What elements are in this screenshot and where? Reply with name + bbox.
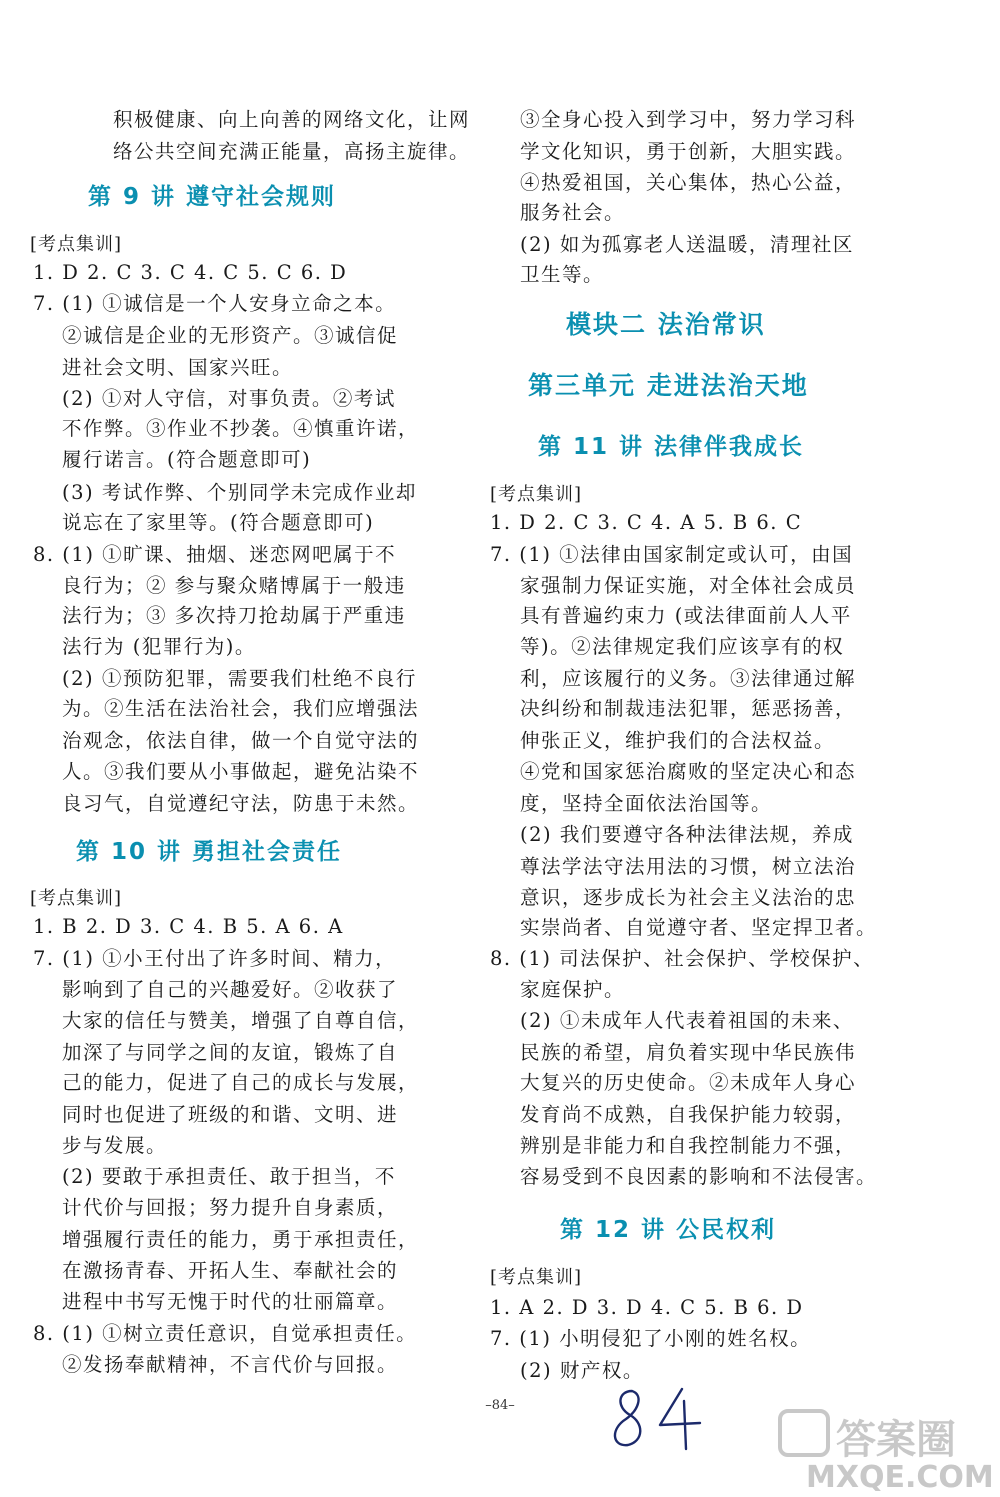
answer-line: ②发扬奉献精神，不言代价与回报。 [62, 1353, 399, 1376]
section-label: [考点集训] [490, 1267, 583, 1288]
answer-line: 良习气，自觉遵纪守法，防患于未然。 [62, 792, 420, 815]
intro-line: ③全身心投入到学习中，努力学习科 [520, 108, 857, 131]
answer-key: 1. D 2. C 3. C 4. C 5. C 6. D [33, 261, 348, 284]
intro-line: 络公共空间充满正能量，高扬主旋律。 [113, 140, 471, 163]
answer-line: 为。②生活在法治社会，我们应增强法 [62, 697, 420, 720]
answer-line: 在激扬青春、开拓人生、奉献社会的 [62, 1259, 399, 1282]
lecture-9-heading: 第 9 讲 遵守社会规则 [88, 184, 337, 210]
answer-line: 家强制力保证实施，对全体社会成员 [520, 574, 857, 597]
answer-line: 意识，逐步成长为社会主义法治的忠 [520, 886, 857, 909]
intro-line: (2) 如为孤寡老人送温暖，清理社区 [520, 233, 854, 256]
answer-line: 己的能力，促进了自己的成长与发展， [62, 1071, 420, 1094]
section-label: [考点集训] [30, 234, 123, 255]
intro-line: 积极健康、向上向善的网络文化，让网 [113, 108, 471, 131]
module-heading: 模块二 法治常识 [566, 310, 766, 339]
answer-line: 8. (1) 司法保护、社会保护、学校保护、 [490, 947, 875, 970]
answer-line: 大家的信任与赞美，增强了自尊自信， [62, 1009, 420, 1032]
answer-line: 8. (1) ①旷课、抽烟、迷恋网吧属于不 [33, 543, 397, 566]
answer-line: (3) 考试作弊、个别同学未完成作业却 [62, 481, 417, 504]
answer-line: 实崇尚者、自觉遵守者、坚定捍卫者。 [520, 916, 878, 939]
answer-line: 发育尚不成熟，自我保护能力较弱， [520, 1103, 857, 1126]
answer-line: 7. (1) 小明侵犯了小刚的姓名权。 [490, 1327, 812, 1350]
answer-line: 7. (1) ①小王付出了许多时间、精力， [33, 947, 397, 970]
answer-line: (2) 我们要遵守各种法律法规，养成 [520, 823, 854, 846]
answer-line: 等)。②法律规定我们应该享有的权 [520, 635, 845, 658]
answer-line: 计代价与回报；努力提升自身素质， [62, 1196, 399, 1219]
section-label: [考点集训] [30, 888, 123, 909]
answer-line: 治观念，依法自律，做一个自觉守法的 [62, 729, 420, 752]
answer-line: ④党和国家惩治腐败的坚定决心和态 [520, 760, 857, 783]
answer-line: 影响到了自己的兴趣爱好。②收获了 [62, 978, 399, 1001]
handwritten-page-number [604, 1385, 714, 1455]
intro-line: 学文化知识，勇于创新，大胆实践。 [520, 140, 857, 163]
answer-line: 不作弊。③作业不抄袭。④慎重许诺， [62, 417, 420, 440]
answer-line: 民族的希望，肩负着实现中华民族伟 [520, 1041, 857, 1064]
lecture-12-heading: 第 12 讲 公民权利 [560, 1217, 777, 1243]
intro-line: ④热爱祖国，关心集体，热心公益， [520, 171, 857, 194]
watermark-logo [776, 1407, 994, 1491]
answer-line: 大复兴的历史使命。②未成年人身心 [520, 1071, 857, 1094]
answer-line: 8. (1) ①树立责任意识，自觉承担责任。 [33, 1322, 418, 1345]
answer-line: 容易受到不良因素的影响和不法侵害。 [520, 1165, 878, 1188]
answer-line: 具有普遍约束力 (或法律面前人人平 [520, 604, 852, 627]
answer-line: 加深了与同学之间的友谊，锻炼了自 [62, 1041, 399, 1064]
unit-heading: 第三单元 走进法治天地 [528, 371, 809, 400]
answer-key: 1. A 2. D 3. D 4. C 5. B 6. D [490, 1296, 804, 1319]
answer-line: 家庭保护。 [520, 978, 626, 1001]
answer-line: 7. (1) ①诚信是一个人安身立命之本。 [33, 292, 397, 315]
answer-line: ②诚信是企业的无形资产。③诚信促 [62, 324, 399, 347]
answer-line: 人。③我们要从小事做起，避免沾染不 [62, 760, 420, 783]
intro-line: 卫生等。 [520, 263, 605, 286]
answer-line: 良行为；② 参与聚众赌博属于一般违 [62, 574, 406, 597]
answer-line: (2) ①对人守信，对事负责。②考试 [62, 387, 396, 410]
answer-line: (2) 要敢于承担责任、敢于担当，不 [62, 1165, 396, 1188]
answer-line: 决纠纷和制裁违法犯罪，惩恶扬善， [520, 697, 857, 720]
answer-line: 进程中书写无愧于时代的壮丽篇章。 [62, 1290, 399, 1313]
answer-line: 法行为 (犯罪行为)。 [62, 635, 256, 658]
answer-line: 伸张正义，维护我们的合法权益。 [520, 729, 836, 752]
answer-line: 尊法学法守法用法的习惯，树立法治 [520, 855, 857, 878]
answer-line: 增强履行责任的能力，勇于承担责任， [62, 1228, 420, 1251]
page-number: –84– [485, 1398, 515, 1413]
answer-line: 法行为；③ 多次持刀抢劫属于严重违 [62, 604, 406, 627]
answer-line: 利，应该履行的义务。③法律通过解 [520, 667, 857, 690]
lecture-10-heading: 第 10 讲 勇担社会责任 [76, 839, 343, 865]
answer-line: 说忘在了家里等。(符合题意即可) [62, 511, 375, 534]
answer-key: 1. B 2. D 3. C 4. B 5. A 6. A [33, 915, 344, 938]
answer-line: 7. (1) ①法律由国家制定或认可，由国 [490, 543, 854, 566]
answer-line: (2) 财产权。 [520, 1359, 644, 1382]
answer-line: 进社会文明、国家兴旺。 [62, 356, 294, 379]
answer-line: 步与发展。 [62, 1134, 168, 1157]
answer-line: 同时也促进了班级的和谐、文明、进 [62, 1103, 399, 1126]
section-label: [考点集训] [490, 484, 583, 505]
intro-line: 服务社会。 [520, 201, 626, 224]
svg-text:MXQE.COM: MXQE.COM [806, 1460, 994, 1491]
answer-line: 辨别是非能力和自我控制能力不强， [520, 1134, 857, 1157]
lecture-11-heading: 第 11 讲 法律伴我成长 [538, 434, 805, 460]
answer-line: 履行诺言。(符合题意即可) [62, 448, 312, 471]
answer-line: (2) ①预防犯罪，需要我们杜绝不良行 [62, 667, 417, 690]
answer-line: (2) ①未成年人代表着祖国的未来、 [520, 1009, 854, 1032]
answer-key: 1. D 2. C 3. C 4. A 5. B 6. C [490, 511, 803, 534]
svg-text:答案圈: 答案圈 [836, 1417, 956, 1463]
answer-line: 度，坚持全面依法治国等。 [520, 792, 773, 815]
